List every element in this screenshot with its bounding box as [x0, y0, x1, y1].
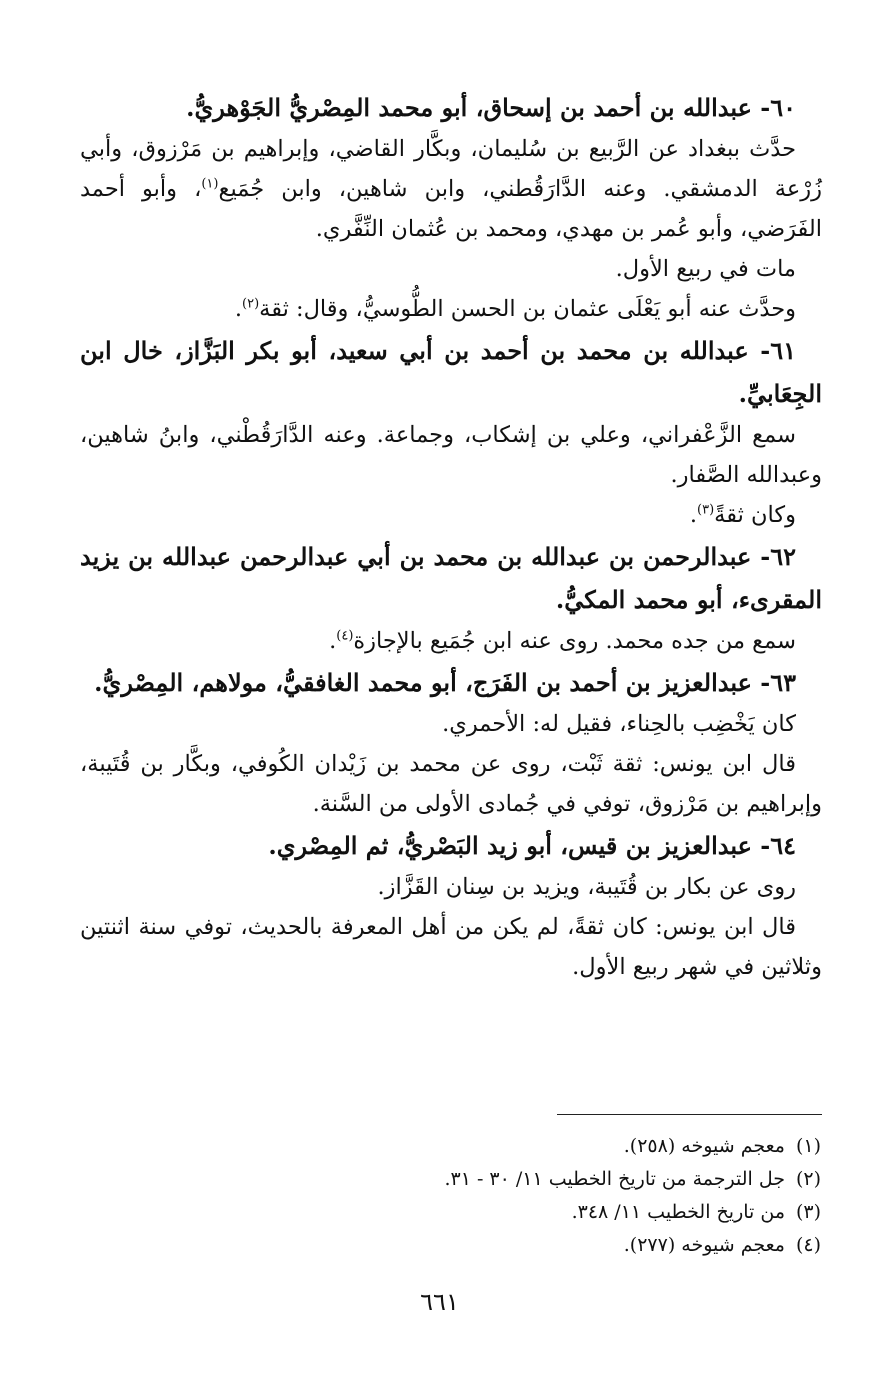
- paragraph-text: حدَّث ببغداد عن الرَّبيع بن سُليمان، وبكَّار القاضي، وإبراهيم بن مَرْزوق، وأبي زُرْعة الدمشقي. وعنه الدَّارَقُطني، وابن شاهين، وابن جُمَيع: [80, 136, 822, 202]
- paragraph-text: كان يَخْضِب بالحِناء، فقيل له: الأحمري.: [442, 711, 796, 737]
- paragraph-text: مات في ربيع الأول.: [615, 256, 796, 282]
- paragraph-text: سمع من جده محمد. روى عنه ابن جُمَيع بالإجازة: [353, 628, 796, 654]
- footnote-number: (٤): [795, 1234, 821, 1256]
- footnote-divider: [557, 1114, 822, 1115]
- entry-paragraph: [80, 495, 822, 535]
- paragraph-text: قال ابن يونس: ثقة ثَبْت، روى عن محمد بن زَيْدان الكُوفي، وبكَّار بن قُتَيبة، وإبراهيم بن مَرْزوق، توفي في جُمادى الأولى من السَّنة.: [80, 751, 822, 817]
- footnote: [300, 1196, 821, 1229]
- paragraph-text: قال ابن يونس: كان ثقةً، لم يكن من أهل المعرفة بالحديث، توفي سنة اثنتين وثلاثين في شهر ربيع الأول.: [80, 914, 822, 980]
- paragraph-text: وحدَّث عنه أبو يَعْلَى عثمان بن الحسن الطُّوسيُّ، وقال: ثقة: [259, 296, 796, 322]
- entry-paragraph: [80, 744, 822, 824]
- paragraph-text: سمع الزَّعْفراني، وعلي بن إشكاب، وجماعة. وعنه الدَّارَقُطْني، وابنُ شاهين، وعبدالله الصَّفار.: [80, 422, 822, 488]
- entry-paragraph: [80, 289, 822, 329]
- footnote-text: معجم شيوخه (٢٥٨).: [623, 1135, 785, 1157]
- footnote-ref: (٢): [242, 296, 260, 312]
- entry-paragraph: [80, 867, 822, 907]
- footnote-number: (١): [795, 1135, 821, 1157]
- main-text: [80, 86, 822, 987]
- paragraph-tail: .: [689, 502, 698, 528]
- entry-heading: ٦٠- عبدالله بن أحمد بن إسحاق، أبو محمد المِصْريُّ الجَوْهريُّ.: [186, 93, 796, 122]
- footnote: [300, 1163, 821, 1196]
- footnote-ref: (٣): [697, 502, 715, 518]
- entry-paragraph: [80, 249, 822, 289]
- footnote-text: معجم شيوخه (٢٧٧).: [623, 1234, 785, 1256]
- footnote: [300, 1130, 821, 1163]
- entry-paragraph: [80, 621, 822, 661]
- entry-heading: ٦١- عبدالله بن محمد بن أحمد بن أبي سعيد، أبو بكر البَزَّاز، خال ابن الجِعَابيِّ.: [80, 336, 822, 408]
- footnote-ref: (٤): [336, 628, 354, 644]
- paragraph-tail: ، وأبو أحمد الفَرَضي، وأبو عُمر بن مهدي، ومحمد بن عُثمان النِّفَّري.: [80, 176, 822, 242]
- entry-heading: ٦٣- عبدالعزيز بن أحمد بن الفَرَج، أبو محمد الغافقيُّ، مولاهم، المِصْريُّ.: [94, 668, 796, 697]
- entry-paragraph: [80, 907, 822, 987]
- footnote: [300, 1229, 821, 1262]
- paragraph-tail: .: [234, 296, 242, 322]
- page-number: ٦٦١: [420, 1288, 459, 1316]
- footnote-ref: (١): [201, 176, 219, 192]
- entry-heading: ٦٢- عبدالرحمن بن عبدالله بن محمد بن أبي عبدالرحمن عبدالله بن يزيد المقرىء، أبو محمد المكيُّ.: [80, 542, 822, 614]
- footnotes: [300, 1130, 821, 1262]
- footnote-number: (٣): [795, 1201, 821, 1223]
- paragraph-text: روى عن بكار بن قُتَيبة، ويزيد بن سِنان القَزَّاز.: [377, 874, 796, 900]
- entry-paragraph: [80, 415, 822, 495]
- entry-heading: ٦٤- عبدالعزيز بن قيس، أبو زيد البَصْريُّ، ثم المِصْري.: [268, 831, 796, 860]
- entry-paragraph: [80, 129, 822, 249]
- paragraph-tail: .: [329, 628, 337, 654]
- entry-paragraph: [80, 704, 822, 744]
- paragraph-text: وكان ثقةً: [714, 502, 796, 528]
- footnote-text: جل الترجمة من تاريخ الخطيب ١١/ ٣٠ - ٣١.: [444, 1168, 785, 1190]
- footnote-text: من تاريخ الخطيب ١١/ ٣٤٨.: [571, 1201, 785, 1223]
- footnote-number: (٢): [795, 1168, 821, 1190]
